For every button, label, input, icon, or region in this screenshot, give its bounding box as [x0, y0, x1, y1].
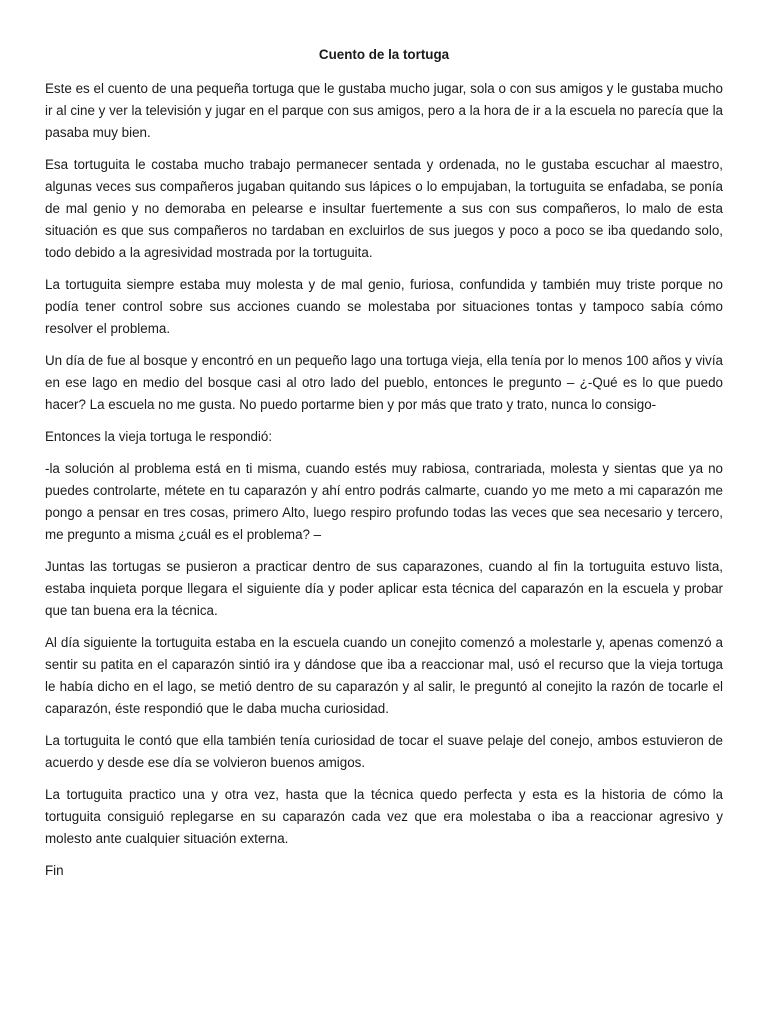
paragraph-8: Al día siguiente la tortuguita estaba en la escuela cuando un conejito comenzó a molestarle y, apenas comenzó a sentir su patita en el caparazón sintió ira y dándose que iba a reaccionar mal, usó el recurso que la vieja tortuga le había dicho en el lago, se metió dentro de su caparazón y al salir, le preguntó al conejito la razón de tocarle el caparazón, éste respondió que le daba mucha curiosidad. [45, 635, 723, 716]
paragraph-2: Esa tortuguita le costaba mucho trabajo permanecer sentada y ordenada, no le gustaba escuchar al maestro, algunas veces sus compañeros jugaban quitando sus lápices o lo empujaban, la tortuguita se enfadaba, se ponía de mal genio y no demoraba en pelearse e insultar fuertemente a sus con sus compañeros, lo malo de esta situación es que sus compañeros no tardaban en excluirlos de sus juegos y poco a poco se iba quedando solo, todo debido a la agresividad mostrada por la tortuguita. [45, 157, 723, 260]
paragraph-5: Entonces la vieja tortuga le respondió: [45, 429, 273, 444]
paragraph-4: Un día de fue al bosque y encontró en un pequeño lago una tortuga vieja, ella tenía por lo menos 100 años y vivía en ese lago en medio del bosque casi al otro lado del pueblo, entonces le pregunto – ¿-Qué es lo que puedo hacer? La escuela no me gusta. No puedo portarme bien y por más que trato y trato, nunca lo consigo- [45, 353, 723, 412]
document-title: Cuento de la tortuga [318, 47, 450, 62]
paragraph-7: Juntas las tortugas se pusieron a practicar dentro de sus caparazones, cuando al fin la tortuguita estuvo lista, estaba inquieta porque llegara el siguiente día y poder aplicar esta técnica del caparazón en la escuela y probar que tan buena era la técnica. [45, 559, 723, 618]
paragraph-3: La tortuguita siempre estaba muy molesta y de mal genio, furiosa, confundida y también muy triste porque no podía tener control sobre sus acciones cuando se molestaba por situaciones tontas y tampoco sabía cómo resolver el problema. [45, 277, 723, 336]
closing-word: Fin [45, 863, 64, 878]
paragraph-1: Este es el cuento de una pequeña tortuga que le gustaba mucho jugar, sola o con sus amigos y le gustaba mucho ir al cine y ver la televisión y jugar en el parque con sus amigos, pero a la hora de ir a la escuela no parecía que la pasaba muy bien. [45, 81, 723, 140]
paragraph-10: La tortuguita practico una y otra vez, hasta que la técnica quedo perfecta y esta es la historia de cómo la tortuguita consiguió replegarse en su caparazón cada vez que era molestaba o iba a reaccionar agresivo y molesto ante cualquier situación externa. [45, 787, 723, 846]
paragraph-9: La tortuguita le contó que ella también tenía curiosidad de tocar el suave pelaje del conejo, ambos estuvieron de acuerdo y desde ese día se volvieron buenos amigos. [45, 733, 723, 770]
paragraph-6: -la solución al problema está en ti misma, cuando estés muy rabiosa, contrariada, molesta y sientas que ya no puedes controlarte, métete en tu caparazón y ahí entro podrás calmarte, cuando yo me meto a mi caparazón me pongo a pensar en tres cosas, primero Alto, luego respiro profundo todas las veces que sea necesario y tercero, me pregunto a misma ¿cuál es el problema? – [45, 461, 723, 542]
